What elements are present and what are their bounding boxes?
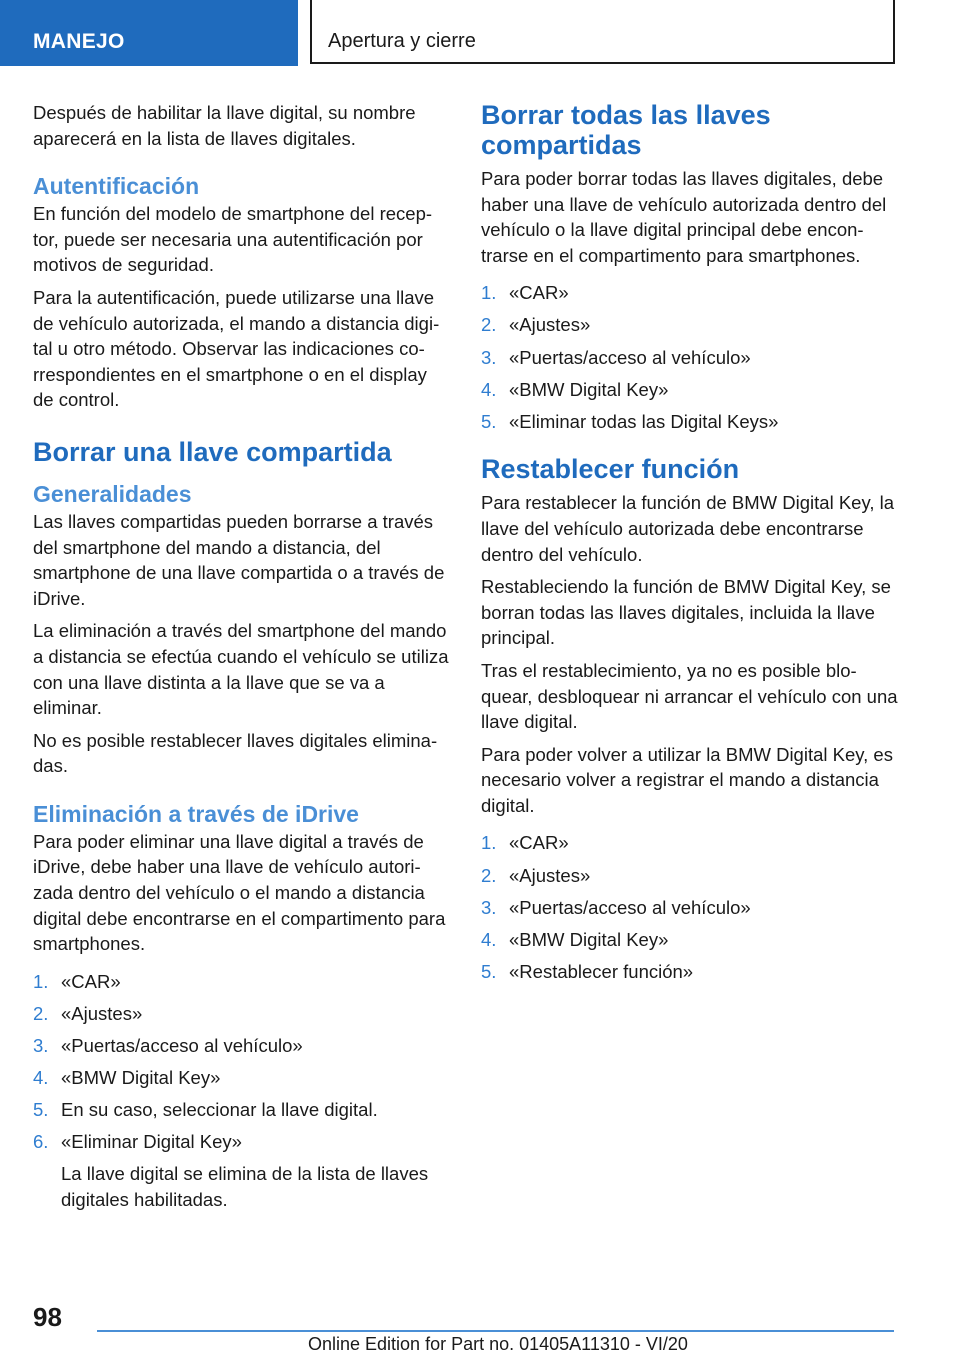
section-tab: MANEJO — [0, 0, 298, 66]
paragraph: La eliminación a través del smartphone del mando a distancia se efectúa cuando el vehículo se utiliza con una llave distinta a la llave que se va a eliminar. — [33, 620, 449, 719]
step-number: 5. — [481, 960, 497, 982]
step-number: 2. — [33, 1002, 49, 1024]
step-number: 3. — [481, 896, 497, 918]
step-number: 4. — [481, 378, 497, 400]
list-item — [33, 1065, 451, 1091]
step-number: 6. — [33, 1131, 49, 1153]
list-item — [33, 969, 451, 995]
step-text: «Ajustes» — [509, 314, 591, 336]
list-item — [33, 1097, 451, 1123]
step-text: «Eliminar Digital Key» — [61, 1131, 242, 1153]
page-number: 98 — [33, 1302, 62, 1332]
edition-text: Online Edition for Part no. 01405A11310 - VI/20 — [308, 1334, 688, 1354]
step-number: 1. — [481, 282, 497, 304]
heading-borrar-todas: Borrar todas las llaves compartidas — [481, 100, 771, 160]
step-text: «Puertas/acceso al vehículo» — [509, 346, 751, 368]
steps-list-delete-all — [481, 280, 899, 434]
heading-restablecer-funcion: Restablecer función — [481, 454, 740, 485]
paragraph: No es posible restablecer llaves digitales eliminadas. — [33, 729, 438, 777]
list-item — [481, 927, 899, 953]
step-number: 4. — [33, 1067, 49, 1089]
steps-list-idrive — [33, 969, 451, 1212]
right-column — [481, 100, 899, 994]
step-text: «CAR» — [509, 832, 569, 854]
list-item — [481, 830, 899, 856]
heading-eliminacion-idrive: Eliminación a través de iDrive — [33, 800, 359, 827]
steps-list-reset — [481, 830, 899, 984]
step-note: La llave digital se elimina de la lista de llaves digitales habilitadas. — [61, 1162, 429, 1210]
list-item — [481, 895, 899, 921]
step-number: 2. — [481, 864, 497, 886]
heading-generalidades: Generalidades — [33, 480, 192, 507]
list-item — [481, 345, 899, 371]
step-text: «Ajustes» — [61, 1002, 143, 1024]
step-number: 5. — [33, 1099, 49, 1121]
step-number: 2. — [481, 314, 497, 336]
step-text: En su caso, seleccionar la llave digital. — [61, 1099, 378, 1121]
step-text: «Ajustes» — [509, 864, 591, 886]
list-item — [481, 280, 899, 306]
step-number: 1. — [481, 832, 497, 854]
paragraph: Para poder eliminar una llave digital a través de iDrive, debe haber una llave de vehículo autorizada dentro del vehículo o el mando a distancia digital debe encontrarse en el compartimento para smartphones. — [33, 830, 446, 955]
list-item — [33, 1033, 451, 1059]
footer-divider — [97, 1330, 894, 1332]
list-item — [481, 959, 899, 985]
page-footer — [0, 1290, 960, 1362]
heading-borrar-llave-compartida: Borrar una llave compartida — [33, 436, 392, 467]
step-text: «CAR» — [509, 282, 569, 304]
step-text: «BMW Digital Key» — [509, 928, 669, 950]
paragraph: Para restablecer la función de BMW Digital Key, la llave del vehículo autorizada debe encontrarse dentro del vehículo. — [481, 492, 895, 565]
step-text: «Restablecer función» — [509, 960, 694, 982]
step-text: «Puertas/acceso al vehículo» — [61, 1035, 303, 1057]
list-item — [481, 863, 899, 889]
paragraph: Tras el restablecimiento, ya no es posible bloquear, desbloquear ni arrancar el vehículo con una llave digital. — [481, 659, 898, 733]
intro-paragraph: Después de habilitar la llave digital, su nombre aparecerá en la lista de llaves digitales. — [33, 102, 416, 149]
step-text: «CAR» — [61, 970, 121, 992]
left-column — [33, 100, 451, 1222]
list-item — [33, 1001, 451, 1027]
step-text: «Puertas/acceso al vehículo» — [509, 896, 751, 918]
list-item — [33, 1129, 451, 1212]
step-text: «BMW Digital Key» — [61, 1067, 221, 1089]
heading-autentificacion: Autentificación — [33, 173, 200, 200]
step-number: 5. — [481, 410, 497, 432]
step-number: 3. — [33, 1035, 49, 1057]
page-header — [0, 0, 960, 66]
list-item — [481, 312, 899, 338]
paragraph: Para poder volver a utilizar la BMW Digital Key, es necesario volver a registrar el mando a distancia digital. — [481, 743, 893, 816]
step-text: «Eliminar todas las Digital Keys» — [509, 410, 779, 432]
paragraph: Para la autentificación, puede utilizarse una llave de vehículo autorizada, el mando a distancia digital u otro método. Observar las indicaciones correspondientes en el smartphone o en el display de control. — [33, 286, 440, 411]
paragraph: Para poder borrar todas las llaves digitales, debe haber una llave de vehículo autorizada dentro del vehículo o la llave digital principal debe encontrarse en el compartimento para smartphones. — [481, 168, 887, 266]
step-text: «BMW Digital Key» — [509, 378, 669, 400]
step-number: 4. — [481, 928, 497, 950]
step-number: 3. — [481, 346, 497, 368]
paragraph: Las llaves compartidas pueden borrarse a través del smartphone del mando a distancia, del smartphone de una llave compartida o a través de iDrive. — [33, 510, 445, 609]
paragraph: En función del modelo de smartphone del receptor, puede ser necesaria una autentificación por motivos de seguridad. — [33, 203, 433, 276]
list-item — [481, 409, 899, 435]
step-number: 1. — [33, 970, 49, 992]
paragraph: Restableciendo la función de BMW Digital Key, se borran todas las llaves digitales, incluida la llave principal. — [481, 576, 891, 649]
list-item — [481, 377, 899, 403]
chapter-title: Apertura y cierre — [310, 0, 895, 64]
